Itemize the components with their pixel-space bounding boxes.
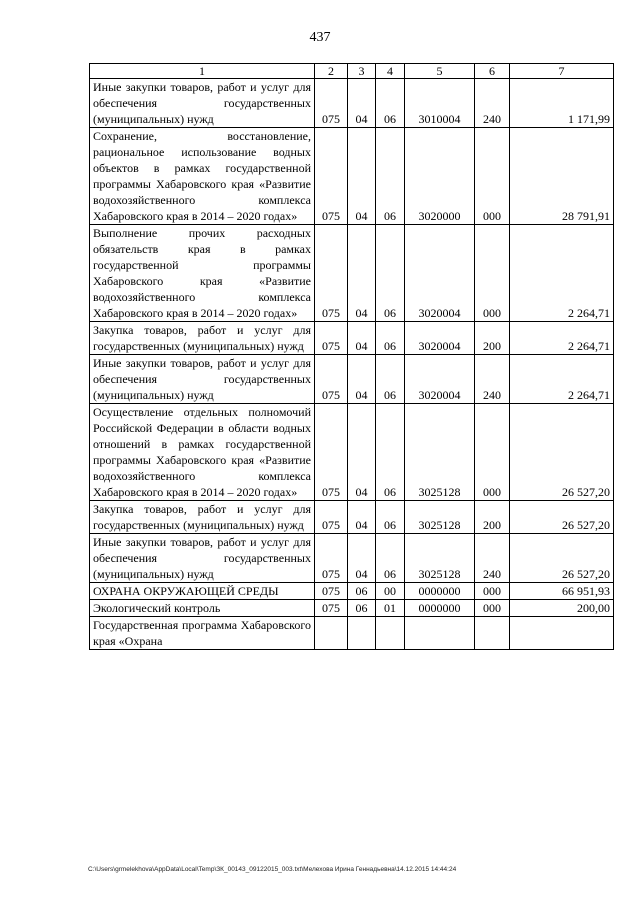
table-row	[90, 583, 614, 600]
row-amount-cell: 28 791,91	[510, 128, 614, 225]
row-subsection-cell: 00	[376, 583, 405, 600]
row-expense-type-cell: 240	[475, 534, 510, 583]
row-target-article-cell: 3010004	[405, 79, 475, 128]
row-amount-cell: 2 264,71	[510, 355, 614, 404]
row-name-cell: Государственная программа Хабаровского края «Охрана	[90, 617, 315, 650]
row-subsection-cell: 06	[376, 322, 405, 355]
row-name-cell: Иные закупки товаров, работ и услуг для обеспечения государственных (муниципальных) нужд	[90, 534, 315, 583]
header-col-6: 6	[475, 64, 510, 79]
table-row	[90, 79, 614, 128]
row-amount-cell: 1 171,99	[510, 79, 614, 128]
row-name-cell: Выполнение прочих расходных обязательств края в рамках государственной программы Хабаровского края «Развитие водохозяйственного комплекса Хабаровского края в 2014 – 2020 годах»	[90, 225, 315, 322]
row-name-cell: Осуществление отдельных полномочий Российской Федерации в области водных отношений в рамках государственной программы Хабаровского края «Развитие водохозяйственного комплекса Хабаровского края в 2014 – 2020 годах»	[90, 404, 315, 501]
table-row	[90, 617, 614, 650]
header-col-2: 2	[315, 64, 348, 79]
row-target-article-cell: 0000000	[405, 583, 475, 600]
row-amount-cell: 26 527,20	[510, 534, 614, 583]
row-subsection-cell: 06	[376, 534, 405, 583]
table-row	[90, 322, 614, 355]
row-expense-type-cell	[475, 617, 510, 650]
row-subsection-cell: 06	[376, 79, 405, 128]
row-subsection-cell: 06	[376, 128, 405, 225]
header-row	[90, 64, 614, 79]
row-code-cell: 075	[315, 534, 348, 583]
row-target-article-cell: 3020004	[405, 355, 475, 404]
row-section-cell: 06	[348, 600, 376, 617]
row-target-article-cell: 3025128	[405, 501, 475, 534]
row-code-cell: 075	[315, 404, 348, 501]
row-expense-type-cell: 000	[475, 404, 510, 501]
row-expense-type-cell: 000	[475, 225, 510, 322]
row-expense-type-cell: 200	[475, 501, 510, 534]
row-code-cell: 075	[315, 583, 348, 600]
row-code-cell: 075	[315, 128, 348, 225]
row-expense-type-cell: 200	[475, 322, 510, 355]
row-code-cell: 075	[315, 355, 348, 404]
table-row	[90, 600, 614, 617]
row-expense-type-cell: 000	[475, 583, 510, 600]
footer-file-path: C:\Users\grmelekhova\AppData\Local\Temp\ЗК_00143_09122015_003.txt\Мелехова Ирина Геннадьевна\14.12.2015 14:44:24	[88, 866, 457, 873]
table-row	[90, 501, 614, 534]
row-code-cell: 075	[315, 79, 348, 128]
row-target-article-cell: 3025128	[405, 404, 475, 501]
row-expense-type-cell: 000	[475, 600, 510, 617]
row-section-cell: 04	[348, 322, 376, 355]
row-name-cell: Экологический контроль	[90, 600, 315, 617]
header-col-5: 5	[405, 64, 475, 79]
row-section-cell: 04	[348, 355, 376, 404]
row-section-cell: 04	[348, 501, 376, 534]
row-name-cell: Закупка товаров, работ и услуг для государственных (муниципальных) нужд	[90, 322, 315, 355]
table-row	[90, 128, 614, 225]
table-body	[90, 79, 614, 650]
header-col-1: 1	[90, 64, 315, 79]
row-name-cell: Сохранение, восстановление, рациональное использование водных объектов в рамках государственной программы Хабаровского края «Развитие водохозяйственного комплекса Хабаровского края в 2014 – 2020 годах»	[90, 128, 315, 225]
row-amount-cell: 66 951,93	[510, 583, 614, 600]
row-name-cell: ОХРАНА ОКРУЖАЮЩЕЙ СРЕДЫ	[90, 583, 315, 600]
table-row	[90, 355, 614, 404]
row-code-cell	[315, 617, 348, 650]
row-code-cell: 075	[315, 501, 348, 534]
row-amount-cell: 26 527,20	[510, 501, 614, 534]
row-section-cell: 04	[348, 225, 376, 322]
row-amount-cell	[510, 617, 614, 650]
row-name-cell: Иные закупки товаров, работ и услуг для обеспечения государственных (муниципальных) нужд	[90, 79, 315, 128]
row-target-article-cell: 3025128	[405, 534, 475, 583]
row-target-article-cell: 3020004	[405, 225, 475, 322]
row-code-cell: 075	[315, 225, 348, 322]
header-col-7: 7	[510, 64, 614, 79]
page-number: 437	[309, 30, 331, 45]
row-subsection-cell: 06	[376, 501, 405, 534]
header-col-3: 3	[348, 64, 376, 79]
row-section-cell: 04	[348, 534, 376, 583]
row-amount-cell: 2 264,71	[510, 225, 614, 322]
row-code-cell: 075	[315, 600, 348, 617]
row-expense-type-cell: 000	[475, 128, 510, 225]
row-section-cell: 04	[348, 79, 376, 128]
row-subsection-cell: 06	[376, 404, 405, 501]
row-name-cell: Закупка товаров, работ и услуг для государственных (муниципальных) нужд	[90, 501, 315, 534]
row-section-cell	[348, 617, 376, 650]
row-amount-cell: 200,00	[510, 600, 614, 617]
table-row	[90, 225, 614, 322]
row-target-article-cell: 3020000	[405, 128, 475, 225]
row-section-cell: 06	[348, 583, 376, 600]
header-col-4: 4	[376, 64, 405, 79]
row-target-article-cell: 3020004	[405, 322, 475, 355]
row-subsection-cell: 01	[376, 600, 405, 617]
row-section-cell: 04	[348, 404, 376, 501]
row-name-cell: Иные закупки товаров, работ и услуг для обеспечения государственных (муниципальных) нужд	[90, 355, 315, 404]
row-amount-cell: 26 527,20	[510, 404, 614, 501]
row-section-cell: 04	[348, 128, 376, 225]
row-amount-cell: 2 264,71	[510, 322, 614, 355]
table-row	[90, 534, 614, 583]
row-expense-type-cell: 240	[475, 79, 510, 128]
budget-table	[89, 63, 614, 650]
row-subsection-cell: 06	[376, 225, 405, 322]
row-target-article-cell: 0000000	[405, 600, 475, 617]
row-subsection-cell: 06	[376, 355, 405, 404]
row-code-cell: 075	[315, 322, 348, 355]
row-target-article-cell	[405, 617, 475, 650]
row-expense-type-cell: 240	[475, 355, 510, 404]
row-subsection-cell	[376, 617, 405, 650]
table-row	[90, 404, 614, 501]
